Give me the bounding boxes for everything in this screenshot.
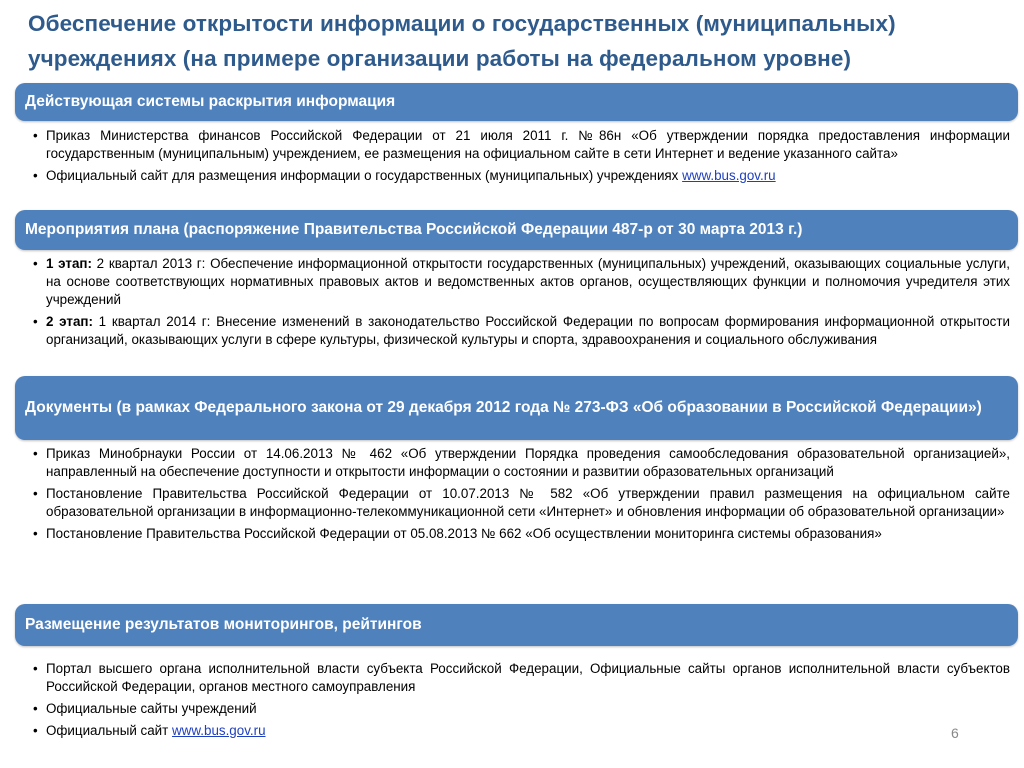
list-item-text: Приказ Минобрнауки России от 14.06.2013 № 462 «Об утверждении Порядка проведения самообследования образовательной организацией», направленный на обеспечение доступности и открытости информации о состоянии и развитии образовательных организаций: [46, 446, 1010, 479]
bullet-icon: •: [33, 256, 38, 271]
bullet-icon: •: [33, 723, 38, 738]
list-item: [33, 660, 1010, 696]
bullet-icon: •: [33, 168, 38, 183]
list-item-text: 2 квартал 2013 г: Обеспечение информационной открытости государственных (муниципальных) учреждений, оказывающих социальные услуги, на основе соответствующих нормативных правовых актов и ведомственных актов органов, осуществляющих функции и полномочия учредителя этих учреждений: [46, 256, 1010, 307]
list-item: [33, 445, 1010, 481]
bullet-icon: •: [33, 314, 38, 329]
section-header-label: Мероприятия плана (распоряжение Правительства Российской Федерации 487-р от 30 марта 2013 г.): [25, 221, 803, 238]
stage-label: 2 этап:: [46, 314, 93, 329]
list-item: [33, 700, 1010, 718]
list-item: [33, 485, 1010, 521]
section-list-documents: [33, 445, 1010, 547]
list-item-text: 1 квартал 2014 г: Внесение изменений в законодательство Российской Федерации по вопросам формирования информационной открытости организаций, оказывающих услуги в сфере культуры, физической культуры и спорта, здравоохранения и социального обслуживания: [46, 314, 1010, 347]
section-header-monitoring-results: [15, 604, 1018, 646]
list-item: [33, 255, 1010, 309]
list-item-text: Приказ Министерства финансов Российской Федерации от 21 июля 2011 г. №86н «Об утверждении порядка предоставления информации государственным (муниципальным) учреждением, ее размещения на официальном сайте в сети Интернет и ведение указанного сайта»: [46, 128, 1010, 161]
section-list-disclosure-system: [33, 127, 1010, 189]
list-item-text: Портал высшего органа исполнительной власти субъекта Российской Федерации, Официальные сайты органов исполнительной власти субъектов Российской Федерации, органов местного самоуправления: [46, 661, 1010, 694]
section-header-documents: [15, 376, 1018, 440]
list-item-text: Официальный сайт для размещения информации о государственных (муниципальных) учреждениях: [46, 168, 683, 183]
section-list-plan-measures: [33, 255, 1010, 353]
page-number: 6: [951, 725, 959, 741]
bullet-icon: •: [33, 661, 38, 676]
bus-gov-link[interactable]: www.bus.gov.ru: [682, 168, 776, 183]
slide-title: Обеспечение открытости информации о государственных (муниципальных) учреждениях (на примере организации работы на федеральном уровне): [28, 11, 896, 71]
section-header-label: Документы (в рамках Федерального закона от 29 декабря 2012 года № 273-ФЗ «Об образовании в Российской Федерации»): [25, 399, 982, 416]
list-item: [33, 127, 1010, 163]
section-header-label: Действующая системы раскрытия информация: [25, 93, 396, 110]
bullet-icon: •: [33, 526, 38, 541]
bullet-icon: •: [33, 128, 38, 143]
stage-label: 1 этап:: [46, 256, 92, 271]
bus-gov-link[interactable]: www.bus.gov.ru: [172, 723, 266, 738]
list-item-text: Постановление Правительства Российской Федерации от 10.07.2013 № 582 «Об утверждении правил размещения на официальном сайте образовательной организации в информационно-телекоммуникационной сети «Интернет» и обновления информации об образовательной организации»: [46, 486, 1010, 519]
list-item-text: Официальные сайты учреждений: [46, 701, 257, 716]
section-header-plan-measures: [15, 210, 1018, 250]
list-item: [33, 167, 1010, 185]
section-header-label: Размещение результатов мониторингов, рейтингов: [25, 616, 422, 633]
bullet-icon: •: [33, 701, 38, 716]
list-item: [33, 525, 1010, 543]
section-header-disclosure-system: [15, 83, 1018, 121]
list-item-text: Официальный сайт: [46, 723, 172, 738]
list-item: [33, 313, 1010, 349]
list-item: [33, 722, 1010, 740]
bullet-icon: •: [33, 446, 38, 461]
list-item-text: Постановление Правительства Российской Федерации от 05.08.2013 № 662 «Об осуществлении мониторинга системы образования»: [46, 526, 882, 541]
bullet-icon: •: [33, 486, 38, 501]
section-list-monitoring-results: [33, 660, 1010, 744]
